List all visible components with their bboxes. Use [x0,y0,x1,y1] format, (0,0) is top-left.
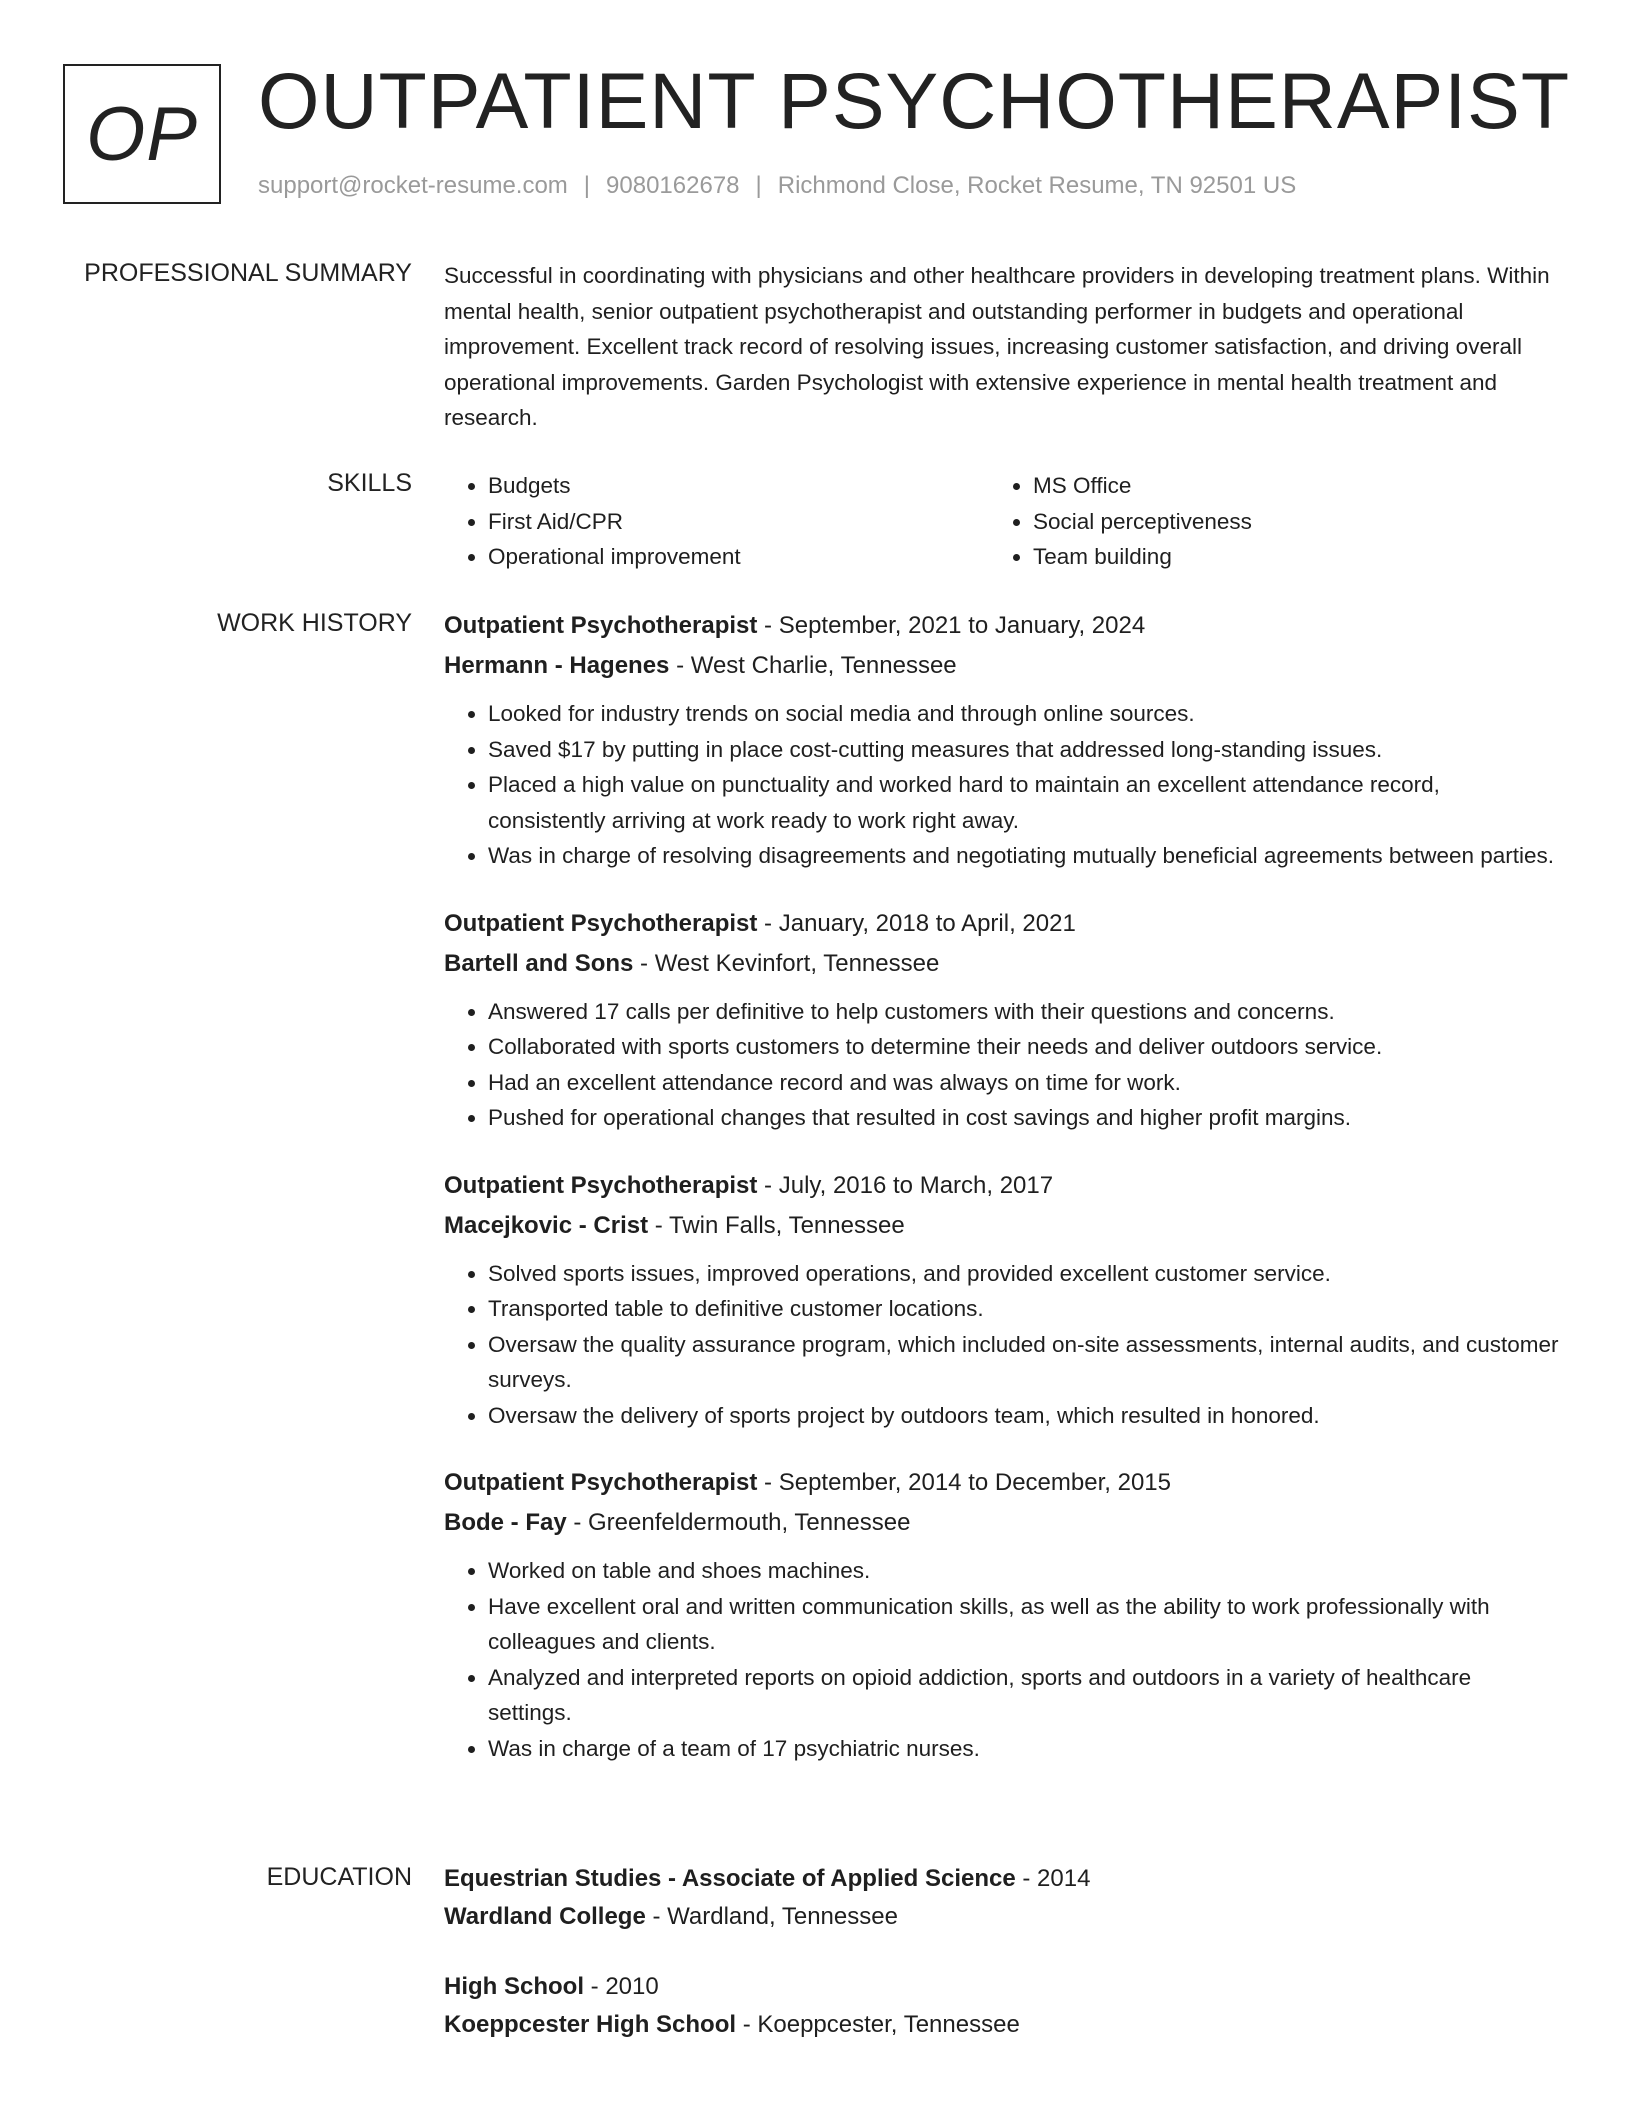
job-location: - West Charlie, Tennessee [669,652,957,679]
job-bullets [444,1553,1559,1766]
job-title: Outpatient Psychotherapist [444,612,758,639]
job-entry [444,1166,1559,1434]
summary-text: Successful in coordinating with physicians and other healthcare providers in developing treatment plans. Within mental health, senior outpatient psychotherapist and outstanding performer in budgets and operational improvement. Excellent track record of resolving issues, increasing customer satisfaction, and driving overall operational improvements. Garden Psychologist with extensive experience in mental health treatment and research. [444,263,1550,430]
job-title: Outpatient Psychotherapist [444,1171,758,1199]
job-bullets [444,994,1559,1136]
job-title: Outpatient Psychotherapist [444,1469,758,1496]
job-bullet: • Looked for industry trends on social media and through online sources. [488,696,1559,732]
education-degree-line [444,1968,1559,2006]
section-label-summary: PROFESSIONAL SUMMARY [84,259,412,287]
job-bullet: • Placed a high value on punctuality and worked hard to maintain an excellent attendance record, consistently arriving at work ready to work right away. [488,767,1559,838]
job-location: - Greenfeldermouth, Tennessee [566,1509,911,1536]
education-school: Koeppcester High School [444,2011,737,2038]
job-dates: - September, 2021 to January, 2024 [757,612,1146,639]
job-bullet: • Solved sports issues, improved operations, and provided excellent customer service. [488,1256,1559,1292]
job-company-line [444,1503,1559,1543]
skill-item: • Budgets [488,468,989,504]
skills-grid [444,468,1559,575]
education-entry [444,1968,1559,2044]
education-degree-line [444,1860,1559,1898]
skills-column-left [444,468,989,575]
job-bullet: • Collaborated with sports customers to determine their needs and deliver outdoors service. [488,1029,1559,1065]
skill-item: • Operational improvement [488,539,989,575]
contact-line [258,172,1296,201]
job-title-line [444,904,1559,944]
monogram-logo: OP [63,64,221,204]
job-company: Bartell and Sons [444,949,634,977]
education-entry [444,1860,1559,1936]
job-bullet: • Had an excellent attendance record and was always on time for work. [488,1065,1559,1101]
job-title-line [444,606,1559,646]
job-title: Outpatient Psychotherapist [444,909,758,937]
education-school-line [444,1898,1559,1936]
job-entry [444,904,1559,1136]
job-bullet: • Saved $17 by putting in place cost-cutting measures that addressed long-standing issues. [488,732,1559,768]
job-company-line [444,646,1559,686]
section-label-work-history: WORK HISTORY [217,609,412,637]
resume-title: OUTPATIENT PSYCHOTHERAPIST [258,56,1571,145]
education-year: - 2010 [584,1973,659,2000]
contact-email[interactable]: support@rocket-resume.com [258,172,568,199]
skill-item: • First Aid/CPR [488,504,989,540]
section-label-education: EDUCATION [266,1863,412,1891]
job-bullet: • Was in charge of resolving disagreements and negotiating mutually beneficial agreements between parties. [488,838,1559,874]
job-bullet: • Oversaw the delivery of sports project by outdoors team, which resulted in honored. [488,1398,1559,1434]
job-bullets [444,1256,1559,1434]
education-degree: Equestrian Studies - Associate of Applied Science [444,1865,1016,1892]
job-bullet: • Answered 17 calls per definitive to help customers with their questions and concerns. [488,994,1559,1030]
contact-separator: | [583,172,591,199]
job-company-line [444,944,1559,984]
skills-column-right [989,468,1534,575]
job-bullet: • Oversaw the quality assurance program, which included on-site assessments, internal audits, and customer surveys. [488,1327,1559,1398]
job-company: Hermann - Hagenes [444,652,670,679]
job-title-line [444,1166,1559,1206]
education-location: - Koeppcester, Tennessee [736,2011,1020,2038]
skill-item: • Social perceptiveness [1033,504,1534,540]
skill-item: • MS Office [1033,468,1534,504]
job-bullet: • Transported table to definitive customer locations. [488,1291,1559,1327]
education-year: - 2014 [1015,1865,1091,1892]
job-company: Bode - Fay [444,1509,567,1536]
education-school-line [444,2006,1559,2044]
job-bullet: • Have excellent oral and written communication skills, as well as the ability to work professionally with colleagues and clients. [488,1589,1559,1660]
job-location: - Twin Falls, Tennessee [648,1211,905,1239]
job-title-line [444,1463,1559,1503]
job-entry [444,606,1559,874]
job-bullet: • Was in charge of a team of 17 psychiatric nurses. [488,1731,1559,1767]
job-bullet: • Pushed for operational changes that resulted in cost savings and higher profit margins. [488,1100,1559,1136]
education-school: Wardland College [444,1903,646,1930]
education-location: - Wardland, Tennessee [645,1903,898,1930]
job-bullet: • Worked on table and shoes machines. [488,1553,1559,1589]
job-bullets [444,696,1559,874]
job-dates: - July, 2016 to March, 2017 [757,1171,1054,1199]
job-entry [444,1463,1559,1766]
contact-separator: | [755,172,762,199]
job-company: Macejkovic - Crist [444,1211,649,1239]
job-bullet: • Analyzed and interpreted reports on opioid addiction, sports and outdoors in a variety of healthcare settings. [488,1660,1559,1731]
job-dates: - January, 2018 to April, 2021 [757,909,1076,937]
section-label-skills: SKILLS [327,469,412,497]
job-location: - West Kevinfort, Tennessee [633,949,940,977]
education-degree: High School [444,1973,584,2000]
job-company-line [444,1206,1559,1246]
job-dates: - September, 2014 to December, 2015 [757,1469,1171,1496]
contact-address: Richmond Close, Rocket Resume, TN 92501 US [777,172,1297,199]
skill-item: • Team building [1033,539,1534,575]
contact-phone[interactable]: 9080162678 [606,172,740,199]
